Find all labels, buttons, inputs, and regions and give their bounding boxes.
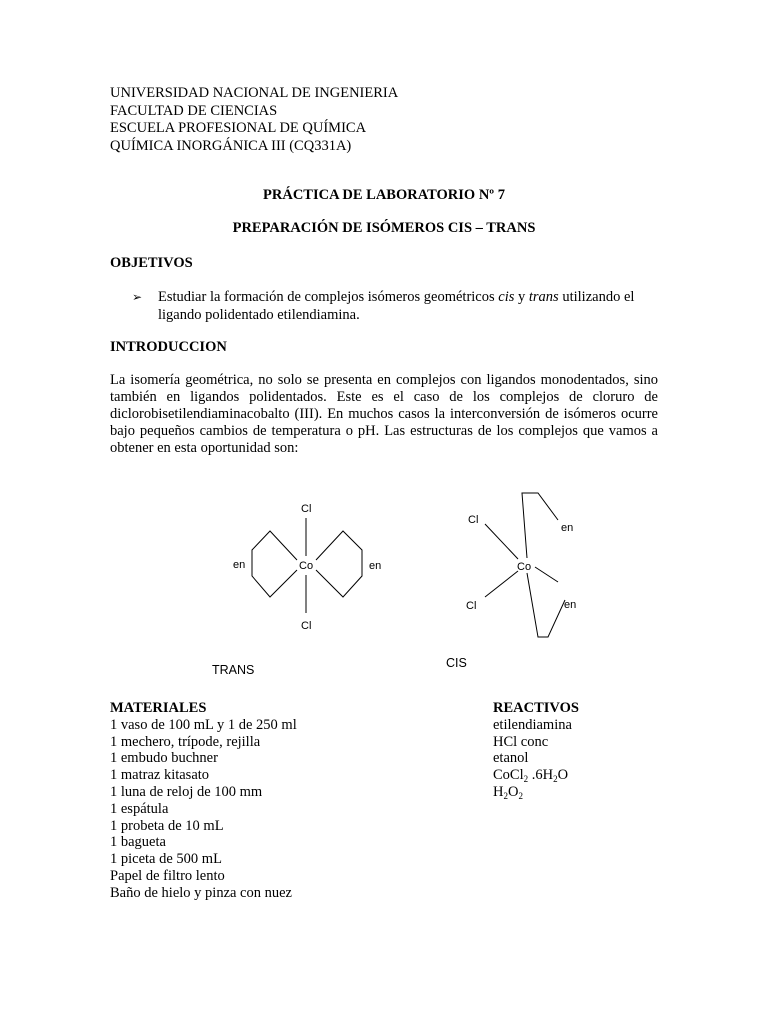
- reagents-list: [493, 700, 579, 801]
- material-item: 1 probeta de 10 mL: [110, 817, 224, 834]
- introduction-paragraph: La isomería geométrica, no solo se presenta en complejos con ligandos monodentados, sino también en ligandos polidentados. Este es el caso de los complejos de cloruro de diclorobisetilendiaminacobalto (III). En muchos casos la interconversión de isómeros ocurre bajo pequeños cambios de temperatura o pH. Las estructuras de los complejos que vamos a obtener en esta oportunidad son:: [110, 372, 658, 456]
- objectives-heading: OBJETIVOS: [110, 255, 193, 271]
- course-name: QUÍMICA INORGÁNICA III (CQ331A): [110, 137, 352, 154]
- reagent-item: HCl conc: [493, 733, 549, 750]
- material-item: Baño de hielo y pinza con nuez: [110, 884, 292, 901]
- trans-cl-top-label: Cl: [301, 503, 312, 515]
- material-item: 1 vaso de 100 mL y 1 de 250 ml: [110, 716, 297, 733]
- cis-cl-top-label: Cl: [468, 514, 479, 526]
- cis-en-bottom-label: en: [564, 599, 577, 611]
- faculty-name: FACULTAD DE CIENCIAS: [110, 102, 278, 119]
- material-item: 1 luna de reloj de 100 mm: [110, 783, 263, 800]
- materials-heading: MATERIALES: [110, 700, 207, 716]
- trans-co-label: Co: [299, 560, 314, 572]
- material-item: 1 piceta de 500 mL: [110, 851, 222, 868]
- reagent-item: etilendiamina: [493, 716, 572, 733]
- practice-subtitle: PREPARACIÓN DE ISÓMEROS CIS – TRANS: [232, 220, 536, 236]
- introduction-heading: INTRODUCCION: [110, 339, 227, 355]
- arrow-bullet-icon: ➢: [132, 290, 143, 304]
- material-item: 1 bagueta: [110, 834, 166, 851]
- materials-list: [110, 700, 297, 902]
- reagent-item-hydrogen-peroxide: $H_2O_2$: [493, 783, 523, 801]
- material-item: 1 espátula: [110, 800, 169, 817]
- cis-en-top-label: en: [561, 522, 574, 534]
- cis-cl-bottom-label: Cl: [466, 600, 477, 612]
- university-name: UNIVERSIDAD NACIONAL DE INGENIERIA: [110, 85, 399, 101]
- cis-caption: CIS: [446, 656, 467, 670]
- trans-caption: TRANS: [212, 663, 255, 677]
- material-item: 1 embudo buchner: [110, 750, 218, 767]
- trans-en-left-label: en: [233, 559, 246, 571]
- objective-text: Estudiar la formación de complejos isómeros geométricos cis y trans utilizando el ligando polidentado etilendiamina.: [158, 289, 635, 323]
- reagent-item-cobalt-chloride: CoCl$_2$ $.6H_2O$: [493, 767, 569, 785]
- cis-co-label: Co: [517, 561, 532, 573]
- reagent-item: etanol: [493, 750, 529, 767]
- reagents-heading: REACTIVOS: [493, 700, 579, 716]
- trans-cl-bottom-label: Cl: [301, 620, 312, 632]
- practice-title: PRÁCTICA DE LABORATORIO Nº 7: [263, 187, 505, 203]
- material-item: 1 matraz kitasato: [110, 767, 210, 784]
- school-name: ESCUELA PROFESIONAL DE QUÍMICA: [110, 120, 367, 136]
- trans-en-right-label: en: [369, 560, 382, 572]
- material-item: Papel de filtro lento: [110, 867, 225, 884]
- material-item: 1 mechero, trípode, rejilla: [110, 733, 261, 750]
